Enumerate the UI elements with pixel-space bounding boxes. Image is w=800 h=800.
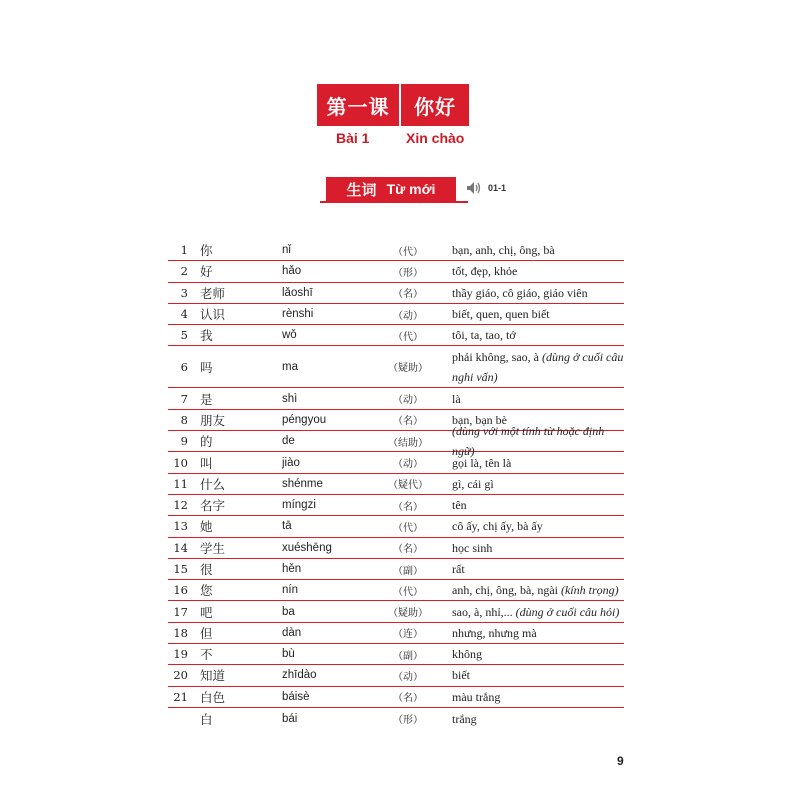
- vocabulary-banner: [326, 177, 456, 201]
- lesson-title-zh: 你好: [414, 94, 456, 119]
- vocab-meaning: [450, 453, 624, 473]
- vocab-meaning: [450, 283, 624, 303]
- vocab-meaning-text: phải không, sao, à: [452, 349, 539, 364]
- vocab-hanzi: 白: [200, 711, 213, 727]
- vocab-row: [168, 261, 624, 282]
- vocab-hanzi: 学生: [200, 540, 226, 556]
- vocab-meaning-text: màu trắng: [452, 689, 501, 704]
- vocab-number: 10: [173, 455, 188, 470]
- vocab-number: 1: [180, 243, 188, 258]
- vocab-hanzi: 好: [200, 264, 213, 280]
- vocab-pinyin: shì: [282, 392, 298, 405]
- vocab-pinyin: tā: [282, 520, 292, 533]
- vocab-number: 6: [180, 359, 188, 374]
- vocab-meaning: [450, 644, 624, 664]
- vocab-pinyin: xuéshēng: [282, 541, 332, 554]
- vocab-pinyin: lǎoshī: [282, 286, 313, 299]
- vocab-row: [168, 424, 624, 459]
- vocab-hanzi: 她: [200, 519, 213, 535]
- vocab-part-of-speech: （形）: [393, 267, 423, 279]
- vocab-part-of-speech: （疑代）: [388, 480, 428, 492]
- vocab-row: [168, 346, 624, 388]
- vocab-row: [168, 559, 624, 580]
- vocab-meaning: [450, 325, 624, 345]
- vocab-number: 18: [173, 625, 188, 640]
- vocab-hanzi: 吗: [200, 359, 213, 375]
- vocab-part-of-speech: （名）: [393, 544, 423, 556]
- vocab-hanzi: 的: [200, 434, 213, 450]
- vocab-meaning-text: rất: [452, 562, 465, 576]
- vocab-part-of-speech: （疑助）: [388, 608, 428, 620]
- vocab-hanzi: 是: [200, 391, 213, 407]
- lesson-title-vi: Xin chào: [406, 130, 465, 146]
- vocabulary-title-vi: Từ mới: [386, 181, 436, 197]
- vocab-meaning: [450, 389, 624, 409]
- vocabulary-underline: [320, 201, 468, 203]
- vocab-part-of-speech: （动）: [393, 459, 423, 471]
- vocab-meaning: [450, 538, 624, 558]
- vocab-meaning: [450, 709, 624, 729]
- vocab-meaning: [450, 304, 624, 324]
- vocab-meaning: [450, 516, 624, 536]
- vocab-hanzi: 但: [200, 625, 213, 641]
- vocab-pinyin: báisè: [282, 690, 310, 703]
- vocab-hanzi: 叫: [200, 455, 213, 471]
- vocab-note: (dùng ở cuối câu nghi vấn): [452, 349, 624, 384]
- vocab-row: [168, 516, 624, 537]
- vocab-number: 17: [173, 604, 188, 619]
- vocab-row: [168, 580, 624, 601]
- vocab-meaning: [450, 559, 624, 579]
- vocab-number: 12: [173, 498, 188, 513]
- vocab-number: 2: [180, 264, 188, 279]
- vocab-part-of-speech: （代）: [393, 246, 423, 258]
- vocab-hanzi: 知道: [200, 668, 226, 684]
- vocab-number: 15: [173, 562, 188, 576]
- vocab-row: [168, 325, 624, 346]
- vocab-meaning-text: cô ấy, chị ấy, bà ấy: [452, 519, 543, 534]
- vocab-part-of-speech: （结助）: [388, 437, 428, 449]
- vocab-part-of-speech: （代）: [393, 522, 423, 534]
- vocab-number: 20: [173, 668, 188, 683]
- vocab-meaning-text: sao, à, nhỉ,...: [452, 604, 513, 619]
- vocab-meaning-text: biết: [452, 668, 470, 683]
- vocab-meaning-text: thầy giáo, cô giáo, giáo viên: [452, 285, 588, 300]
- vocab-meaning: [450, 580, 624, 600]
- vocab-part-of-speech: （代）: [393, 331, 423, 343]
- vocab-pinyin: jiào: [282, 456, 300, 469]
- vocab-pinyin: de: [282, 435, 295, 448]
- vocabulary-title-zh: 生词: [346, 180, 377, 199]
- vocab-part-of-speech: （动）: [393, 395, 423, 407]
- vocab-pinyin: nín: [282, 584, 298, 597]
- vocab-meaning: [450, 495, 624, 515]
- vocab-meaning-text: là: [452, 391, 461, 406]
- lesson-header: [317, 84, 469, 126]
- vocab-hanzi: 吧: [200, 604, 213, 620]
- vocab-hanzi: 很: [200, 562, 213, 577]
- vocab-pinyin: ba: [282, 605, 295, 618]
- vocab-hanzi: 你: [200, 243, 213, 259]
- vocab-row: [168, 601, 624, 622]
- vocab-meaning: [450, 623, 624, 643]
- vocab-part-of-speech: （动）: [393, 671, 423, 683]
- vocab-row: [168, 388, 624, 409]
- lesson-number-vi: Bài 1: [336, 130, 370, 146]
- audio-track[interactable]: [466, 181, 506, 195]
- vocab-row: [168, 644, 624, 665]
- vocab-row: [168, 538, 624, 559]
- vocab-number: 14: [173, 540, 188, 555]
- vocab-meaning: [450, 665, 624, 685]
- vocab-meaning: [450, 240, 624, 260]
- vocab-number: 5: [180, 328, 188, 343]
- vocab-number: 7: [180, 391, 188, 406]
- vocab-pinyin: hǎo: [282, 265, 302, 278]
- vocab-part-of-speech: （名）: [393, 289, 423, 301]
- vocab-row: [168, 304, 624, 325]
- vocab-pinyin: bái: [282, 712, 298, 725]
- vocab-meaning-text: tên: [452, 498, 467, 513]
- vocab-meaning-text: gọi là, tên là: [452, 455, 512, 470]
- vocab-number: 21: [173, 689, 188, 704]
- vocab-hanzi: 什么: [200, 476, 226, 492]
- vocab-meaning-text: tốt, đẹp, khỏe: [452, 264, 518, 279]
- vocab-pinyin: ma: [282, 360, 298, 373]
- vocab-row: [168, 474, 624, 495]
- vocab-pinyin: rènshi: [282, 308, 314, 321]
- vocab-part-of-speech: （动）: [393, 310, 423, 322]
- vocab-meaning-text: biết, quen, quen biết: [452, 307, 550, 322]
- vocab-pinyin: bù: [282, 648, 295, 661]
- page-number: 9: [617, 754, 624, 768]
- vocab-hanzi: 白色: [200, 689, 226, 705]
- vocab-part-of-speech: （形）: [393, 715, 423, 727]
- vocab-meaning-text: trắng: [452, 711, 477, 726]
- vocab-meaning-text: không: [452, 647, 482, 662]
- vocab-pinyin: nǐ: [282, 244, 291, 257]
- vocab-note: (dùng ở cuối câu hỏi): [515, 604, 620, 619]
- audio-track-code: 01-1: [488, 183, 507, 193]
- vocab-hanzi: 名字: [200, 498, 226, 514]
- vocab-hanzi: 朋友: [200, 412, 226, 428]
- vocab-note: (kính trọng): [560, 583, 619, 598]
- vocab-meaning-text: gì, cái gì: [452, 476, 494, 491]
- vocab-part-of-speech: （名）: [393, 501, 423, 513]
- vocab-note: (dùng với một tính từ hoặc định ngữ): [452, 424, 605, 459]
- vocab-pinyin: shénme: [282, 477, 323, 490]
- vocab-meaning: [450, 347, 624, 387]
- speaker-icon[interactable]: [466, 181, 482, 195]
- vocab-meaning: [450, 602, 624, 622]
- vocab-meaning-text: anh, chị, ông, bà, ngài: [452, 583, 558, 598]
- vocab-meaning-text: học sinh: [452, 540, 493, 555]
- vocab-row: [168, 708, 624, 729]
- vocab-pinyin: zhīdào: [282, 669, 317, 682]
- vocab-hanzi: 老师: [200, 285, 226, 301]
- vocab-row: [168, 240, 624, 261]
- vocabulary-table: [168, 240, 624, 729]
- vocab-row: [168, 623, 624, 644]
- vocab-pinyin: hěn: [282, 563, 302, 575]
- vocab-meaning: [450, 687, 624, 707]
- vocab-part-of-speech: （名）: [393, 693, 423, 705]
- vocab-pinyin: dàn: [282, 626, 302, 639]
- vocab-number: 16: [173, 583, 188, 598]
- vocab-number: 3: [180, 285, 188, 300]
- vocab-row: [168, 665, 624, 686]
- vocab-number: 4: [180, 307, 188, 322]
- vocab-meaning-text: bạn, anh, chị, ông, bà: [452, 243, 555, 258]
- vocab-pinyin: míngzi: [282, 499, 316, 512]
- vocab-part-of-speech: （副）: [393, 565, 423, 577]
- vocab-number: 11: [173, 476, 188, 491]
- vocab-number: 8: [180, 412, 188, 427]
- vocab-pinyin: péngyou: [282, 413, 327, 426]
- vocab-number: 13: [173, 519, 188, 534]
- vocab-hanzi: 不: [200, 647, 213, 663]
- vocab-row: [168, 495, 624, 516]
- vocab-part-of-speech: （名）: [393, 416, 423, 428]
- vocab-hanzi: 认识: [200, 307, 226, 323]
- vocab-part-of-speech: （疑助）: [388, 363, 428, 375]
- vocab-row: [168, 687, 624, 708]
- vocab-number: 19: [173, 647, 188, 662]
- vocab-meaning-text: nhưng, nhưng mà: [452, 625, 537, 640]
- vocab-part-of-speech: （连）: [393, 629, 423, 641]
- vocab-part-of-speech: （代）: [393, 586, 423, 598]
- vocab-part-of-speech: （副）: [393, 650, 423, 662]
- vocab-meaning: [450, 261, 624, 281]
- vocab-pinyin: wǒ: [282, 329, 297, 342]
- vocab-row: [168, 452, 624, 473]
- lesson-number-zh: 第一课: [326, 94, 390, 119]
- vocab-number: 9: [180, 434, 188, 449]
- vocab-hanzi: 我: [200, 328, 213, 344]
- vocab-hanzi: 您: [200, 583, 213, 599]
- vocab-meaning-text: bạn, bạn bè: [452, 412, 507, 427]
- vocab-meaning: [450, 474, 624, 494]
- vocab-meaning-text: tôi, ta, tao, tớ: [452, 328, 516, 343]
- vocab-row: [168, 283, 624, 304]
